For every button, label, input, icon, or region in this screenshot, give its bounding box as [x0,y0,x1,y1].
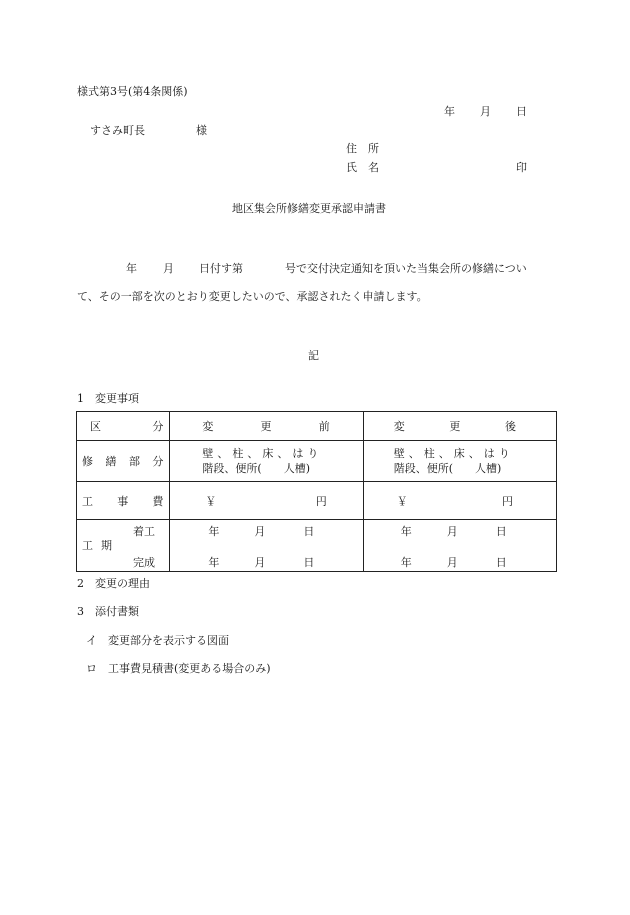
cost-after: ￥ 円 [363,482,556,520]
form-number: 様式第3号(第4条関係) [77,85,188,98]
table-row-cost [77,482,557,520]
body-month: 月 [163,262,174,275]
body-line-2: て、その一部を次のとおり変更したいので、承認されたく申請します。 [77,290,428,303]
addressee-name: すさみ町長 [90,124,145,137]
cost-label: 工 事 費 [77,482,170,520]
body-year: 年 [126,262,137,275]
attachment-text: 変更部分を表示する図面 [108,634,229,647]
date-day: 日 [516,105,527,118]
section-3-heading: 3 添付書類 [77,605,139,618]
body-dated: 日付す第 [199,262,243,275]
period-before: 年 月 日 年 月 日 [170,520,363,572]
period-after: 年 月 日 年 月 日 [363,520,556,572]
repair-label: 修 繕 部 分 [77,441,170,482]
repair-after: 壁 、 柱 、 床 、 は り 階段、便所( 人槽) [363,441,556,482]
attachment-mark: イ [86,634,97,647]
addressee-honorific: 様 [196,124,207,137]
table-row-repair [77,441,557,482]
header-category: 区 分 [77,412,170,441]
repair-before: 壁 、 柱 、 床 、 は り 階段、便所( 人槽) [170,441,363,482]
name-label: 氏 名 [346,161,379,174]
document-title: 地区集会所修繕変更承認申請書 [232,202,386,215]
attachment-mark: ロ [86,662,97,675]
cost-before: ￥ 円 [170,482,363,520]
body-rest: 号で交付決定通知を頂いた当集会所の修繕につい [285,262,527,275]
table-row-period [77,520,557,572]
date-year: 年 [444,105,455,118]
address-label: 住 所 [346,142,379,155]
change-items-table [76,411,557,572]
ki-mark: 記 [308,349,319,362]
header-before: 変 更 前 [170,412,363,441]
seal-mark: 印 [516,161,527,174]
header-after: 変 更 後 [363,412,556,441]
date-month: 月 [480,105,491,118]
section-2-heading: 2 変更の理由 [77,577,150,590]
period-label: 着工 工 期 完成 [77,520,170,572]
section-1-heading: 1 変更事項 [77,392,139,405]
attachment-text: 工事費見積書(変更ある場合のみ) [108,662,271,675]
table-header-row [77,412,557,441]
